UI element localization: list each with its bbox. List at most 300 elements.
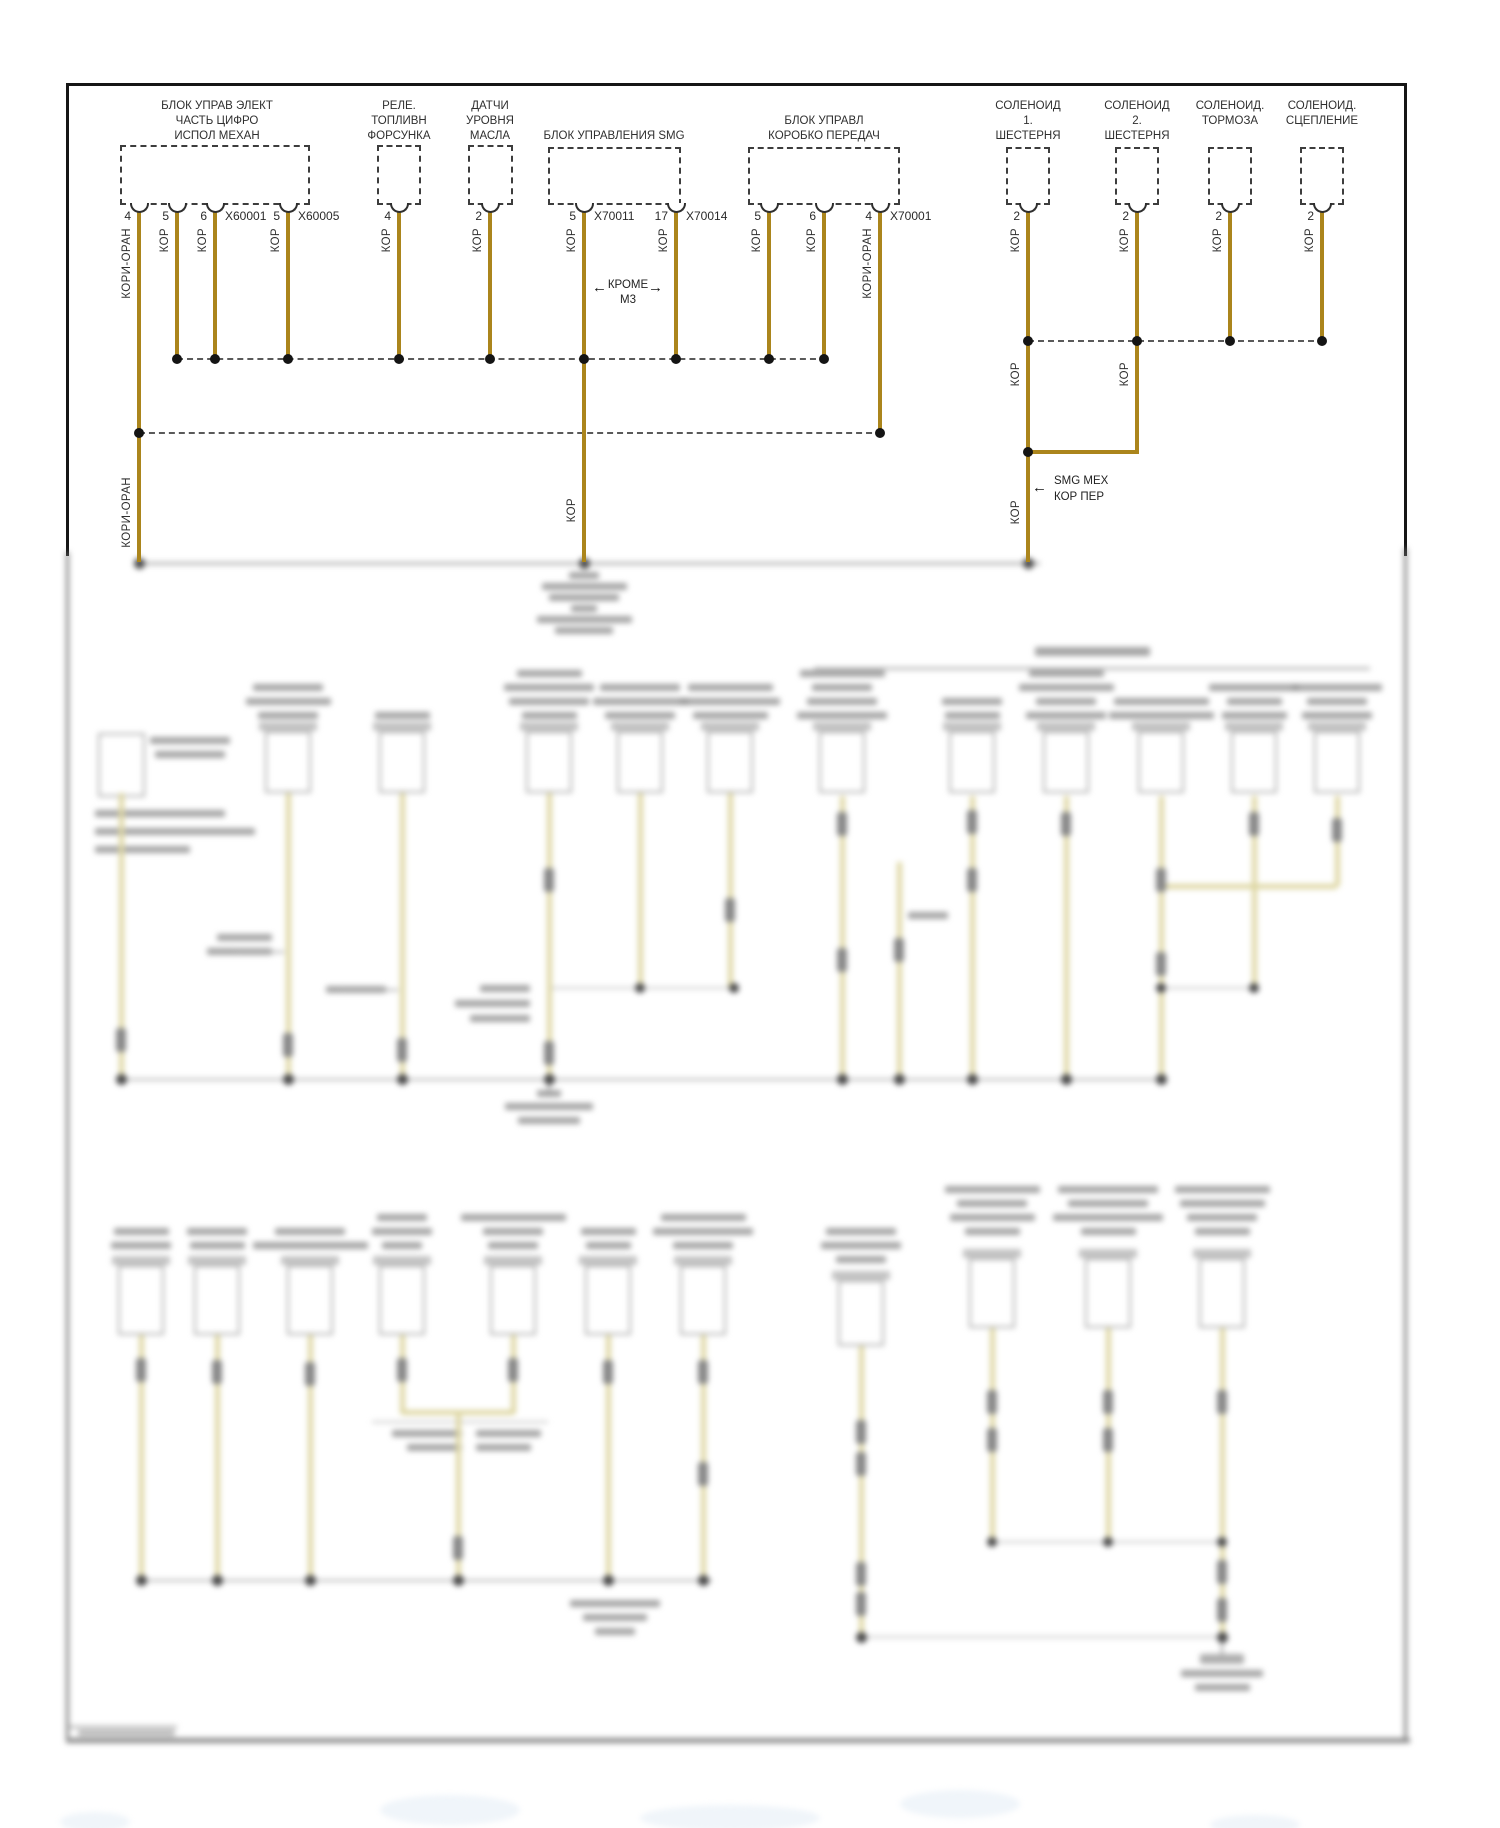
pin-number: 17 [654, 209, 668, 223]
blurred-component-label [483, 1228, 543, 1235]
wire-color-label: КОР [1010, 228, 1022, 253]
blurred-connector-flange [1132, 722, 1190, 731]
wire-color-label: КОР [472, 228, 484, 253]
component-title: СОЛЕНОИД. [1195, 100, 1265, 112]
blurred-tick [340, 989, 398, 991]
blurred-component-label [517, 670, 582, 677]
blurred-component-label [382, 1242, 422, 1249]
blurred-inline-connector [305, 1362, 315, 1386]
blurred-component-label [111, 1242, 171, 1249]
blurred-inline-connector [698, 1360, 708, 1384]
blurred-component-label [275, 1228, 345, 1235]
blurred-component-box [680, 1265, 726, 1335]
blurred-ground-bus-a [121, 1078, 1163, 1081]
blurred-label [95, 810, 225, 817]
component-title: БЛОК УПРАВЛЕНИЯ SMG [543, 130, 685, 142]
component-title: МАСЛА [469, 130, 511, 142]
blurred-inline-connector [837, 948, 847, 972]
blurred-connector-flange [1193, 1249, 1251, 1258]
wire-horizontal [1028, 450, 1139, 454]
blurred-ground-label [570, 1600, 660, 1607]
dashed-bus-3 [1028, 340, 1324, 342]
component-title: БЛОК УПРАВ ЭЛЕКТ [161, 100, 273, 112]
junction-dot [875, 428, 885, 438]
blurred-inline-connector [837, 812, 847, 836]
blurred-component-box [490, 1265, 536, 1335]
pin-number: 2 [475, 209, 482, 223]
blurred-component-box [1199, 1258, 1245, 1328]
blurred-component-label [258, 712, 318, 719]
blurred-component-box [194, 1265, 240, 1335]
blurred-component-label [187, 1228, 247, 1235]
blurred-component-box [1043, 731, 1089, 793]
blurred-inline-connector [856, 1592, 866, 1616]
connector-label: X70011 [594, 209, 635, 223]
wire-vertical [137, 211, 141, 562]
blurred-junction-dot [116, 1074, 127, 1085]
blurred-inline-connector [987, 1428, 997, 1452]
blurred-connector-flange [188, 1256, 246, 1265]
background-smudge [640, 1805, 820, 1828]
blurred-inline-connector [283, 1033, 293, 1057]
blurred-wire [897, 862, 902, 1079]
blurred-inline-connector [603, 1360, 613, 1384]
blurred-component-label [821, 1242, 901, 1249]
blurred-component-label [1058, 1186, 1158, 1193]
blurred-component-label [807, 698, 877, 705]
wire-color-label: КОР [1304, 228, 1316, 253]
blurred-junction-dot [1103, 1537, 1113, 1547]
blurred-junction-dot [894, 1074, 905, 1085]
blurred-component-box [379, 731, 425, 793]
blurred-connector-flange [373, 722, 431, 731]
annotation-smg-line2: КОР ПЕР [1054, 491, 1104, 503]
blurred-inline-connector [967, 868, 977, 892]
blurred-junction-dot [698, 1575, 709, 1586]
blurred-junction-dot [136, 1575, 147, 1586]
blurred-wire [728, 793, 733, 988]
component-title: СЦЕПЛЕНИЕ [1285, 115, 1359, 127]
blurred-component-box [98, 733, 145, 797]
blurred-junction-dot [397, 1074, 408, 1085]
wire-color-label: КОР [197, 228, 209, 253]
blurred-junction-dot [603, 1575, 614, 1586]
component-title: ШЕСТЕРНЯ [1104, 130, 1170, 142]
blurred-component-box [1138, 731, 1184, 793]
blurred-junction-dot [856, 1632, 867, 1643]
blurred-component-label [600, 684, 680, 691]
component-title: СОЛЕНОИД [995, 100, 1061, 112]
wire-vertical [674, 211, 678, 359]
component-title: 2. [1132, 115, 1142, 127]
blurred-component-box [1231, 731, 1277, 793]
pin-number: 5 [162, 209, 169, 223]
ground-splice-label [537, 616, 632, 623]
blurred-sublabel [217, 934, 272, 941]
blurred-connector-flange [281, 1256, 339, 1265]
wire-color-label: КОР [806, 228, 818, 253]
pin-number: 4 [124, 209, 131, 223]
blurred-component-label [945, 712, 1000, 719]
blurred-component-label [488, 1242, 538, 1249]
blurred-inline-connector [1156, 952, 1166, 976]
pin-number: 2 [1013, 209, 1020, 223]
connector-label: X70014 [686, 209, 728, 223]
junction-dot [579, 354, 589, 364]
blurred-wire [1220, 1328, 1225, 1637]
background-smudge [1210, 1815, 1300, 1828]
blurred-inline-connector [856, 1562, 866, 1586]
blurred-ground-label [1181, 1670, 1263, 1677]
blurred-inline-connector [1156, 868, 1166, 892]
blurred-wire [1064, 796, 1069, 1079]
blurred-component-label [190, 1242, 245, 1249]
blurred-inline-connector [1249, 812, 1259, 836]
blurred-component-box [707, 731, 753, 793]
blurred-component-label [797, 712, 887, 719]
blurred-component-box [118, 1265, 164, 1335]
junction-dot [210, 354, 220, 364]
blurred-ground-symbol [1200, 1654, 1244, 1664]
wire-vertical [1228, 211, 1232, 341]
blurred-connector-flange [373, 1256, 431, 1265]
component-title: ТОПЛИВН [371, 115, 427, 127]
blurred-connector-flange [943, 722, 1001, 731]
connector-label: X60005 [298, 209, 340, 223]
group-header-label [1035, 647, 1150, 656]
blurred-connector-flange [259, 722, 317, 731]
blurred-junction-dot [1217, 1632, 1228, 1643]
blurred-component-label [1222, 712, 1287, 719]
blurred-wire-merge [402, 1410, 513, 1415]
blurred-junction-dot [729, 983, 739, 993]
blurred-inline-connector [212, 1360, 222, 1384]
junction-dot [283, 354, 293, 364]
wire-vertical [1026, 211, 1030, 562]
blurred-component-box [969, 1258, 1015, 1328]
wire-color-label: КОРИ-ОРАН [121, 477, 133, 548]
blurred-ground-label [583, 1614, 647, 1621]
group-header-line [814, 667, 1370, 670]
blurred-component-label [1029, 670, 1104, 677]
blurred-wire-jog [1161, 884, 1337, 889]
junction-dot [1132, 336, 1142, 346]
wire-color-label: КОРИ-ОРАН [862, 228, 874, 299]
blurred-junction-dot [987, 1537, 997, 1547]
blurred-component-label [377, 1214, 427, 1221]
blurred-component-label [680, 698, 780, 705]
blurred-label [407, 1444, 462, 1451]
wire-vertical [1135, 211, 1139, 452]
blurred-inline-connector [397, 1038, 407, 1062]
ground-splice-label [571, 605, 597, 612]
blurred-footnote-text [78, 1730, 175, 1736]
blurred-junction-dot [967, 1074, 978, 1085]
blurred-wire [547, 793, 552, 1079]
frame-border-bottom-blurred [66, 1738, 1410, 1743]
blurred-component-box [819, 731, 865, 793]
junction-dot [172, 354, 182, 364]
component-title: ДАТЧИ [471, 100, 509, 112]
blurred-component-label [253, 1242, 368, 1249]
blurred-component-label [504, 684, 594, 691]
blurred-component-label [688, 684, 773, 691]
blurred-inline-connector [1103, 1428, 1113, 1452]
blurred-wire [970, 796, 975, 1079]
blurred-component-label [1180, 1200, 1265, 1207]
blurred-component-box [1314, 731, 1360, 793]
blurred-label [150, 737, 230, 744]
blurred-connector-flange [1037, 722, 1095, 731]
blurred-ground-label [595, 1628, 635, 1635]
annotation-except-m3-line1: КРОМЕ [607, 279, 649, 291]
blurred-inline-connector [544, 1041, 554, 1065]
blurred-junction-dot [635, 983, 645, 993]
frame-border-left-blurred [66, 552, 69, 1743]
blurred-component-label [661, 1214, 746, 1221]
pin-number: 6 [200, 209, 207, 223]
blurred-component-box [838, 1280, 884, 1346]
dashed-bus-1 [177, 358, 826, 360]
blurred-component-box [585, 1265, 631, 1335]
blurred-component-label [461, 1214, 566, 1221]
connector-label: X60001 [225, 209, 267, 223]
blurred-component-box [1085, 1258, 1131, 1328]
component-title: ИСПОЛ МЕХАН [174, 130, 260, 142]
blurred-inline-connector [856, 1420, 866, 1444]
blurred-component-label [1053, 1214, 1163, 1221]
blurred-component-label [812, 684, 872, 691]
blurred-splice-link [1161, 987, 1256, 989]
blurred-component-label [509, 698, 589, 705]
blurred-sublabel [455, 1000, 530, 1007]
blurred-component-label [253, 684, 323, 691]
blurred-component-label [826, 1228, 896, 1235]
blurred-component-label [593, 698, 688, 705]
ground-bus [139, 562, 1040, 565]
blurred-component-label [1036, 698, 1096, 705]
blurred-connector-flange [579, 1256, 637, 1265]
wire-color-label: КОР [1212, 228, 1224, 253]
blurred-component-label [950, 1214, 1035, 1221]
wire-color-label: КОР [1119, 362, 1131, 387]
wire-color-label: КОР [270, 228, 282, 253]
pin-number: 5 [569, 209, 576, 223]
wire-color-label: КОР [751, 228, 763, 253]
component-title: КОРОБКО ПЕРЕДАЧ [768, 130, 880, 142]
blurred-connector-flange [1308, 722, 1366, 731]
blurred-component-label [375, 712, 430, 719]
blurred-ground-label [1195, 1684, 1250, 1691]
wire-vertical [767, 211, 771, 359]
blurred-tick [236, 951, 284, 953]
blurred-connector-flange [832, 1271, 890, 1280]
blurred-junction-dot [453, 1575, 464, 1586]
blurred-component-label [1302, 712, 1372, 719]
pin-number: 4 [384, 209, 391, 223]
blurred-junction-dot [1217, 1537, 1227, 1547]
blurred-inline-connector [1217, 1390, 1227, 1414]
background-smudge [380, 1795, 520, 1825]
blurred-component-box [265, 731, 311, 793]
blurred-component-label [1081, 1228, 1136, 1235]
blurred-component-label [1209, 684, 1299, 691]
wire-color-label: КОРИ-ОРАН [121, 228, 133, 299]
wire-vertical [213, 211, 217, 359]
connector-label: X70001 [890, 209, 932, 223]
blurred-junction-dot [544, 1074, 555, 1085]
blurred-sublabel [480, 985, 530, 992]
wire-vertical [1320, 211, 1324, 341]
wire-color-label: КОР [566, 228, 578, 253]
component-title: 1. [1023, 115, 1033, 127]
junction-dot [394, 354, 404, 364]
blurred-inline-connector [1103, 1390, 1113, 1414]
blurred-component-label [246, 698, 331, 705]
blurred-connector-flange [701, 722, 759, 731]
wire-vertical [175, 211, 179, 359]
blurred-label [392, 1430, 462, 1437]
blurred-component-label [1109, 712, 1214, 719]
blurred-component-box [617, 731, 663, 793]
blurred-component-label [114, 1228, 169, 1235]
component-title: СОЛЕНОИД [1104, 100, 1170, 112]
blurred-component-label [581, 1228, 636, 1235]
blurred-splice-link [861, 1636, 1222, 1638]
component-title: ЧАСТЬ ЦИФРО [175, 115, 259, 127]
junction-dot [671, 354, 681, 364]
blurred-component-box [379, 1265, 425, 1335]
blurred-inline-connector [1061, 812, 1071, 836]
pin-number: 2 [1307, 209, 1314, 223]
blurred-component-label [1227, 698, 1282, 705]
blurred-inline-connector [698, 1462, 708, 1486]
blurred-inline-connector [136, 1358, 146, 1382]
blurred-component-label [800, 670, 885, 677]
blurred-component-label [1187, 1214, 1257, 1221]
blurred-label [95, 846, 190, 853]
junction-dot [1225, 336, 1235, 346]
blurred-component-label [965, 1228, 1020, 1235]
blurred-component-label [1195, 1228, 1250, 1235]
blurred-connector-flange [484, 1256, 542, 1265]
blurred-component-label [1114, 698, 1209, 705]
blurred-junction-dot [1061, 1074, 1072, 1085]
component-title: РЕЛЕ. [382, 100, 416, 112]
wire-color-label: КОР [381, 228, 393, 253]
blurred-wire [840, 796, 845, 1079]
wire-color-label: КОР [1010, 500, 1022, 525]
blurred-junction-dot [1156, 983, 1166, 993]
wire-vertical [488, 211, 492, 359]
blurred-component-label [957, 1200, 1027, 1207]
blurred-label [155, 751, 225, 758]
blurred-component-label [586, 1242, 631, 1249]
component-title: ТОРМОЗА [1201, 115, 1259, 127]
blurred-sublabel [470, 1015, 530, 1022]
blurred-connector-flange [1079, 1249, 1137, 1258]
blurred-label [476, 1430, 541, 1437]
blurred-component-label [836, 1256, 886, 1263]
blurred-connector-flange [112, 1256, 170, 1265]
blurred-label [476, 1444, 531, 1451]
blurred-junction-dot [283, 1074, 294, 1085]
blurred-inline-connector [116, 1028, 126, 1052]
background-smudge [900, 1790, 1020, 1818]
wire-vertical [582, 211, 586, 562]
dashed-bus-2 [139, 432, 882, 434]
blurred-wire [400, 793, 405, 1079]
arrow-left-icon: ← [1032, 479, 1047, 496]
blurred-inline-connector [987, 1390, 997, 1414]
blurred-wire [638, 793, 643, 988]
blurred-inline-connector [453, 1536, 463, 1560]
wire-vertical [397, 211, 401, 359]
component-title: БЛОК УПРАВЛ [784, 115, 864, 127]
blurred-component-label [1026, 712, 1106, 719]
blurred-inline-connector [544, 868, 554, 892]
blurred-component-label [942, 698, 1002, 705]
junction-dot [1023, 447, 1033, 457]
blurred-inline-connector [397, 1358, 407, 1382]
blurred-component-box [949, 731, 995, 793]
blurred-connector-flange [611, 722, 669, 731]
blurred-connector-flange [1225, 722, 1283, 731]
frame-border-right-blurred [1404, 548, 1407, 1743]
wire-color-label: КОР [159, 228, 171, 253]
blurred-connector-flange [674, 1256, 732, 1265]
junction-dot [819, 354, 829, 364]
blurred-inline-connector [1217, 1598, 1227, 1622]
blurred-junction-dot [1156, 1074, 1167, 1085]
blurred-component-label [1175, 1186, 1270, 1193]
pin-number: 2 [1215, 209, 1222, 223]
wire-vertical [286, 211, 290, 359]
blurred-connector-flange [813, 722, 871, 731]
blurred-component-label [1307, 698, 1367, 705]
ground-splice-label [569, 572, 599, 579]
blurred-junction-dot [212, 1575, 223, 1586]
blurred-connector-flange [963, 1249, 1021, 1258]
blurred-component-label [1068, 1200, 1148, 1207]
ground-splice-label [555, 627, 613, 634]
ground-splice-label [549, 594, 619, 601]
blurred-component-label [945, 1186, 1040, 1193]
pin-number: 6 [809, 209, 816, 223]
blurred-inline-connector [967, 810, 977, 834]
component-title: ФОРСУНКА [367, 130, 431, 142]
blurred-inline-connector [856, 1452, 866, 1476]
component-title: УРОВНЯ [466, 115, 514, 127]
blurred-junction-dot [837, 1074, 848, 1085]
ground-splice-label [542, 583, 627, 590]
arrow-left-icon: ← [592, 279, 607, 296]
annotation-smg-line1: SMG MEX [1054, 475, 1109, 487]
blurred-ground-label [505, 1103, 593, 1110]
blurred-ground-bus-b [141, 1579, 712, 1582]
blurred-inline-connector [1332, 818, 1342, 842]
blurred-junction-dot [1249, 983, 1259, 993]
blurred-component-box [287, 1265, 333, 1335]
junction-dot [1317, 336, 1327, 346]
blurred-connector-flange [520, 722, 578, 731]
wire-color-label: КОР [566, 498, 578, 523]
wire-color-label: КОР [658, 228, 670, 253]
blurred-component-label [653, 1228, 753, 1235]
pin-number: 2 [1122, 209, 1129, 223]
wire-vertical [822, 211, 826, 359]
blurred-component-label [522, 712, 577, 719]
